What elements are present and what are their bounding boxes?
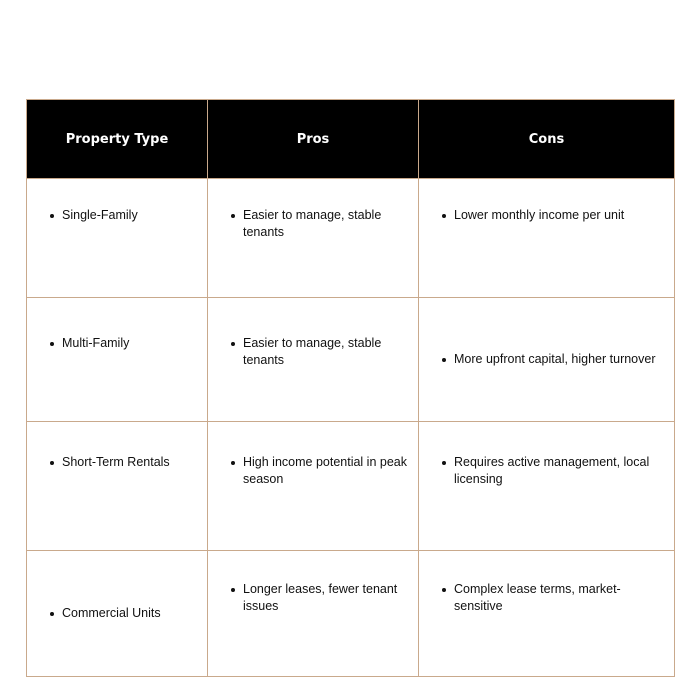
table-row <box>27 179 675 298</box>
header-pros: Pros <box>208 100 419 179</box>
header-cons: Cons <box>419 100 675 179</box>
table-row <box>27 551 675 677</box>
cell-property-type <box>27 422 208 551</box>
comparison-table-container <box>26 99 674 677</box>
cell-cons <box>419 551 675 677</box>
header-property-type: Property Type <box>27 100 208 179</box>
list-item: Single-Family <box>62 207 199 224</box>
list-item: Lower monthly income per unit <box>454 207 666 224</box>
cell-cons <box>419 422 675 551</box>
cell-cons <box>419 298 675 422</box>
cell-pros <box>208 422 419 551</box>
cell-property-type <box>27 179 208 298</box>
list-item: High income potential in peak season <box>243 454 410 488</box>
list-item: Complex lease terms, market-sensitive <box>454 581 666 615</box>
list-item: Easier to manage, stable tenants <box>243 207 410 241</box>
table-header-row <box>27 100 675 179</box>
list-item: Longer leases, fewer tenant issues <box>243 581 410 615</box>
cell-pros <box>208 298 419 422</box>
list-item: Multi-Family <box>62 335 199 352</box>
cell-cons <box>419 179 675 298</box>
list-item: More upfront capital, higher turnover <box>454 351 666 368</box>
list-item: Short-Term Rentals <box>62 454 199 471</box>
cell-pros <box>208 179 419 298</box>
cell-pros <box>208 551 419 677</box>
list-item: Requires active management, local licensing <box>454 454 666 488</box>
table-row <box>27 422 675 551</box>
cell-property-type <box>27 298 208 422</box>
cell-property-type <box>27 551 208 677</box>
list-item: Commercial Units <box>62 605 199 622</box>
table-row <box>27 298 675 422</box>
list-item: Easier to manage, stable tenants <box>243 335 410 369</box>
property-comparison-table <box>26 99 675 677</box>
